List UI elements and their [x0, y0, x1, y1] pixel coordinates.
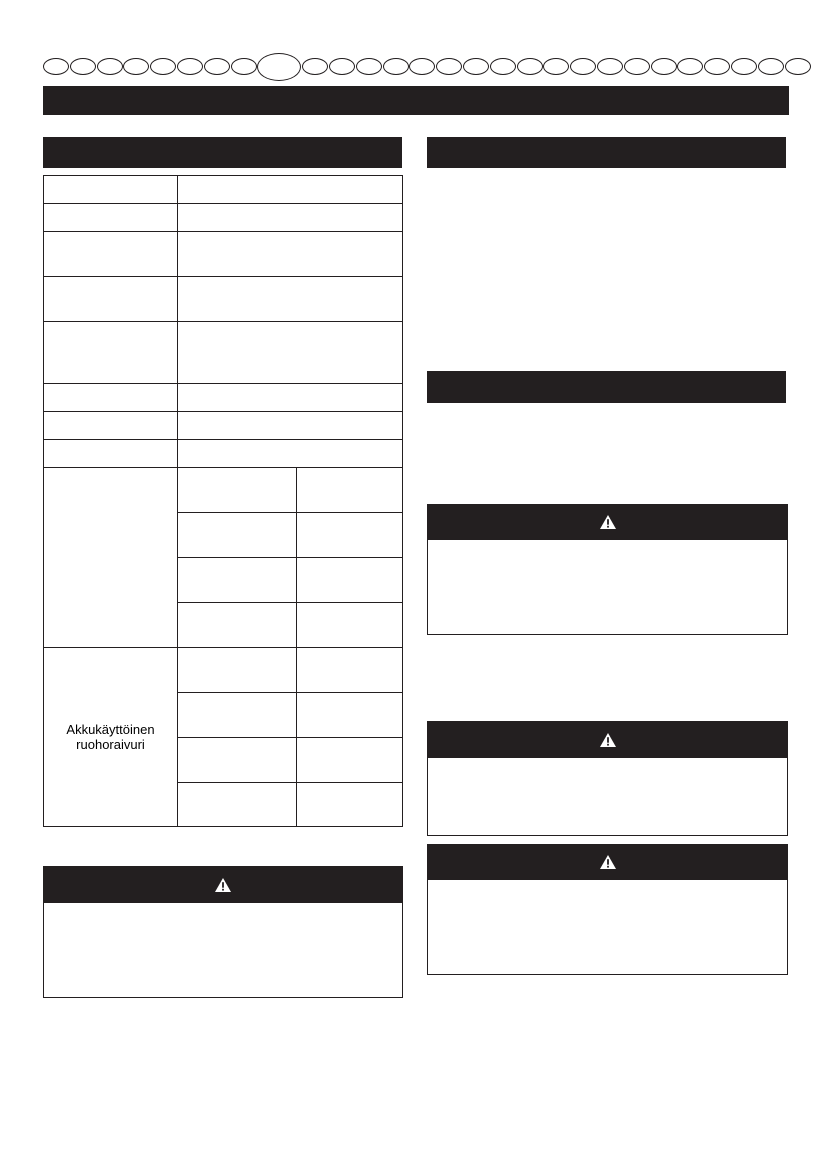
table-cell — [297, 648, 403, 693]
language-tab[interactable] — [785, 58, 811, 75]
warning-header — [43, 866, 403, 903]
table-cell — [178, 558, 297, 603]
product-name: Akkukäyttöinen ruohoraivuri — [66, 722, 155, 752]
warning-triangle-icon — [214, 877, 232, 893]
language-tab[interactable] — [356, 58, 382, 75]
language-tab[interactable] — [231, 58, 257, 75]
language-tab[interactable] — [463, 58, 489, 75]
language-tab[interactable] — [177, 58, 203, 75]
table-cell — [44, 412, 178, 440]
table-cell — [178, 738, 297, 783]
table-row — [44, 176, 403, 204]
table-cell — [178, 603, 297, 648]
warning-box-right-2 — [427, 721, 788, 836]
table-row — [44, 648, 403, 693]
table-cell — [297, 783, 403, 827]
table-cell — [44, 204, 178, 232]
table-cell — [44, 176, 178, 204]
warning-triangle-icon — [599, 514, 617, 530]
warning-triangle-icon — [599, 854, 617, 870]
table-cell — [297, 513, 403, 558]
table-cell — [178, 322, 403, 384]
table-cell — [297, 693, 403, 738]
table-cell — [44, 277, 178, 322]
table-cell — [178, 384, 403, 412]
language-tab[interactable] — [204, 58, 230, 75]
table-cell — [178, 176, 403, 204]
right-section-header-bar-2 — [427, 371, 786, 403]
table-row — [44, 204, 403, 232]
table-cell — [178, 412, 403, 440]
product-name-cell — [44, 648, 178, 827]
table-row — [44, 232, 403, 277]
table-cell — [297, 558, 403, 603]
warning-header — [427, 721, 788, 758]
warning-box-right-3 — [427, 844, 788, 975]
language-tab[interactable] — [97, 58, 123, 75]
table-cell — [44, 440, 178, 468]
warning-box-left — [43, 866, 403, 998]
language-tab[interactable] — [758, 58, 784, 75]
table-cell — [178, 513, 297, 558]
table-cell — [178, 277, 403, 322]
left-section-header-bar — [43, 137, 402, 168]
language-tab[interactable] — [490, 58, 516, 75]
table-cell — [178, 693, 297, 738]
language-tab[interactable] — [597, 58, 623, 75]
table-cell — [178, 440, 403, 468]
language-tab[interactable] — [257, 53, 301, 81]
table-cell — [178, 783, 297, 827]
language-tab[interactable] — [517, 58, 543, 75]
language-tab[interactable] — [150, 58, 176, 75]
table-cell — [297, 738, 403, 783]
language-tabs — [0, 0, 822, 90]
warning-header — [427, 504, 788, 540]
language-tab[interactable] — [436, 58, 462, 75]
table-cell — [44, 232, 178, 277]
warning-triangle-icon — [599, 732, 617, 748]
table-cell — [297, 603, 403, 648]
language-tab[interactable] — [70, 58, 96, 75]
language-tab[interactable] — [624, 58, 650, 75]
language-tab[interactable] — [731, 58, 757, 75]
language-tab[interactable] — [677, 58, 703, 75]
table-row — [44, 440, 403, 468]
table-row — [44, 384, 403, 412]
language-tab[interactable] — [383, 58, 409, 75]
language-tab[interactable] — [570, 58, 596, 75]
table-row — [44, 412, 403, 440]
table-row — [44, 468, 403, 513]
table-cell — [178, 648, 297, 693]
table-cell — [44, 322, 178, 384]
spec-table — [43, 175, 403, 827]
table-cell — [178, 204, 403, 232]
language-tab[interactable] — [543, 58, 569, 75]
language-tab[interactable] — [329, 58, 355, 75]
table-cell — [178, 468, 297, 513]
table-cell — [297, 468, 403, 513]
language-tab[interactable] — [123, 58, 149, 75]
table-row — [44, 277, 403, 322]
table-cell — [44, 384, 178, 412]
language-tab[interactable] — [409, 58, 435, 75]
language-tab[interactable] — [651, 58, 677, 75]
right-section-header-bar-1 — [427, 137, 786, 168]
table-cell — [44, 468, 178, 648]
language-tab[interactable] — [302, 58, 328, 75]
warning-box-right-1 — [427, 504, 788, 635]
table-row — [44, 322, 403, 384]
warning-header — [427, 844, 788, 880]
language-tab[interactable] — [704, 58, 730, 75]
table-cell — [178, 232, 403, 277]
page-header-bar — [43, 86, 789, 115]
language-tab[interactable] — [43, 58, 69, 75]
